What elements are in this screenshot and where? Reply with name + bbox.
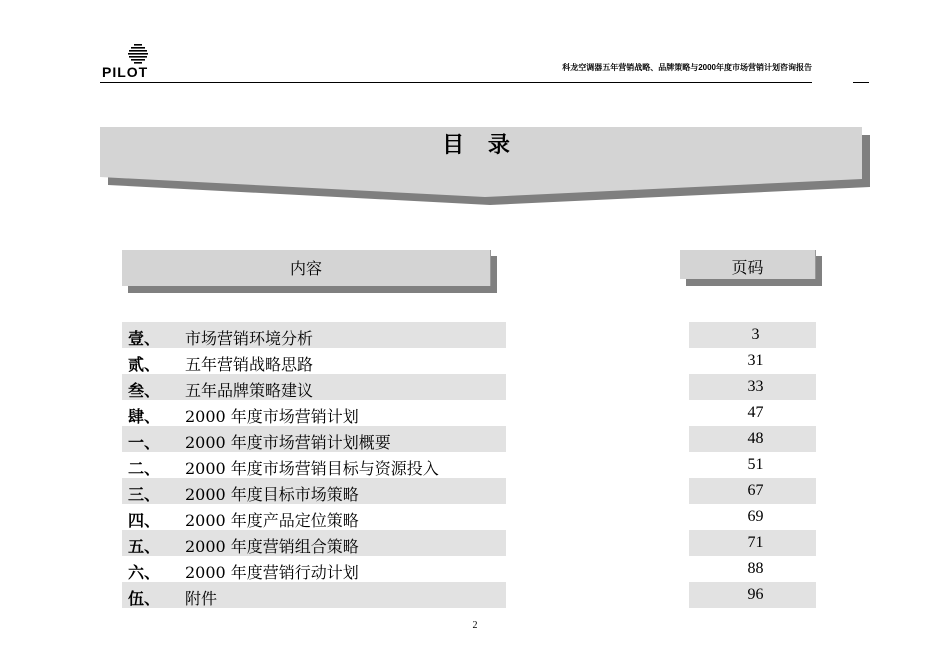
footer-page-number: 2: [472, 620, 478, 631]
page-cell: [689, 322, 819, 348]
header-divider: [100, 82, 812, 83]
toc-row[interactable]: [122, 374, 522, 400]
report-title: 科龙空调器五年营销战略、品牌策略与2000年度市场营销计划咨询报告: [562, 63, 812, 72]
toc-row[interactable]: [122, 556, 522, 582]
page-cell: [689, 530, 819, 556]
toc-page: 69: [747, 508, 764, 525]
toc-title: 2000 年度市场营销计划概要: [185, 433, 391, 452]
toc-row[interactable]: [122, 530, 522, 556]
page-cell: [689, 426, 819, 452]
toc-number: 叁、: [128, 381, 161, 400]
toc-page: 3: [751, 326, 760, 343]
page-cell: [689, 374, 819, 400]
toc-title: 五年品牌策略建议: [185, 381, 314, 400]
toc-page: 71: [747, 534, 764, 551]
page-cell: [689, 400, 819, 426]
toc-number: 五、: [128, 537, 161, 556]
toc-page: 47: [747, 404, 764, 421]
toc-row[interactable]: [122, 504, 522, 530]
toc-title: 2000 年度营销行动计划: [185, 563, 359, 582]
toc-title: 市场营销环境分析: [185, 329, 314, 348]
page-title: 目 录: [442, 133, 518, 158]
toc-page: 88: [747, 560, 764, 577]
toc-number: 伍、: [128, 589, 161, 608]
toc-row[interactable]: [122, 582, 522, 608]
toc-number: 肆、: [128, 407, 161, 426]
toc-row[interactable]: [122, 348, 522, 374]
page-header-label: 页码: [731, 260, 764, 277]
toc-number: 三、: [128, 485, 161, 504]
toc-number: 二、: [128, 459, 161, 478]
toc-row[interactable]: [122, 400, 522, 426]
toc-row[interactable]: [122, 452, 522, 478]
page-cell: [689, 504, 819, 530]
toc-title: 五年营销战略思路: [185, 355, 314, 374]
toc-page: 67: [747, 482, 764, 499]
toc-number: 六、: [128, 563, 161, 582]
toc-page: 96: [747, 586, 764, 603]
toc-row[interactable]: [122, 426, 522, 452]
toc-row[interactable]: [122, 478, 522, 504]
toc-number: 一、: [128, 433, 161, 452]
toc-title: 附件: [185, 589, 218, 608]
page-cell: [689, 478, 819, 504]
toc-title: 2000 年度产品定位策略: [185, 511, 359, 530]
toc-title: 2000 年度营销组合策略: [185, 537, 359, 556]
toc-page: 31: [747, 352, 764, 369]
toc-number: 四、: [128, 511, 161, 530]
header-divider-right: [853, 82, 869, 83]
toc-page: 48: [747, 430, 764, 447]
page-cell: [689, 348, 819, 374]
toc-number: 贰、: [128, 355, 161, 374]
toc-page: 33: [747, 378, 764, 395]
toc-title: 2000 年度目标市场策略: [185, 485, 359, 504]
content-header-label: 内容: [289, 261, 322, 278]
page-cell: [689, 582, 819, 608]
toc-page: 51: [747, 456, 764, 473]
toc-number: 壹、: [128, 329, 161, 348]
toc-title: 2000 年度市场营销计划: [185, 407, 359, 426]
page-number-list: [689, 322, 819, 608]
toc-row[interactable]: [122, 322, 522, 348]
page-cell: [689, 556, 819, 582]
toc-title: 2000 年度市场营销目标与资源投入: [185, 459, 439, 478]
logo-text: PILOT: [102, 64, 149, 80]
toc-list: [122, 322, 522, 608]
page-cell: [689, 452, 819, 478]
